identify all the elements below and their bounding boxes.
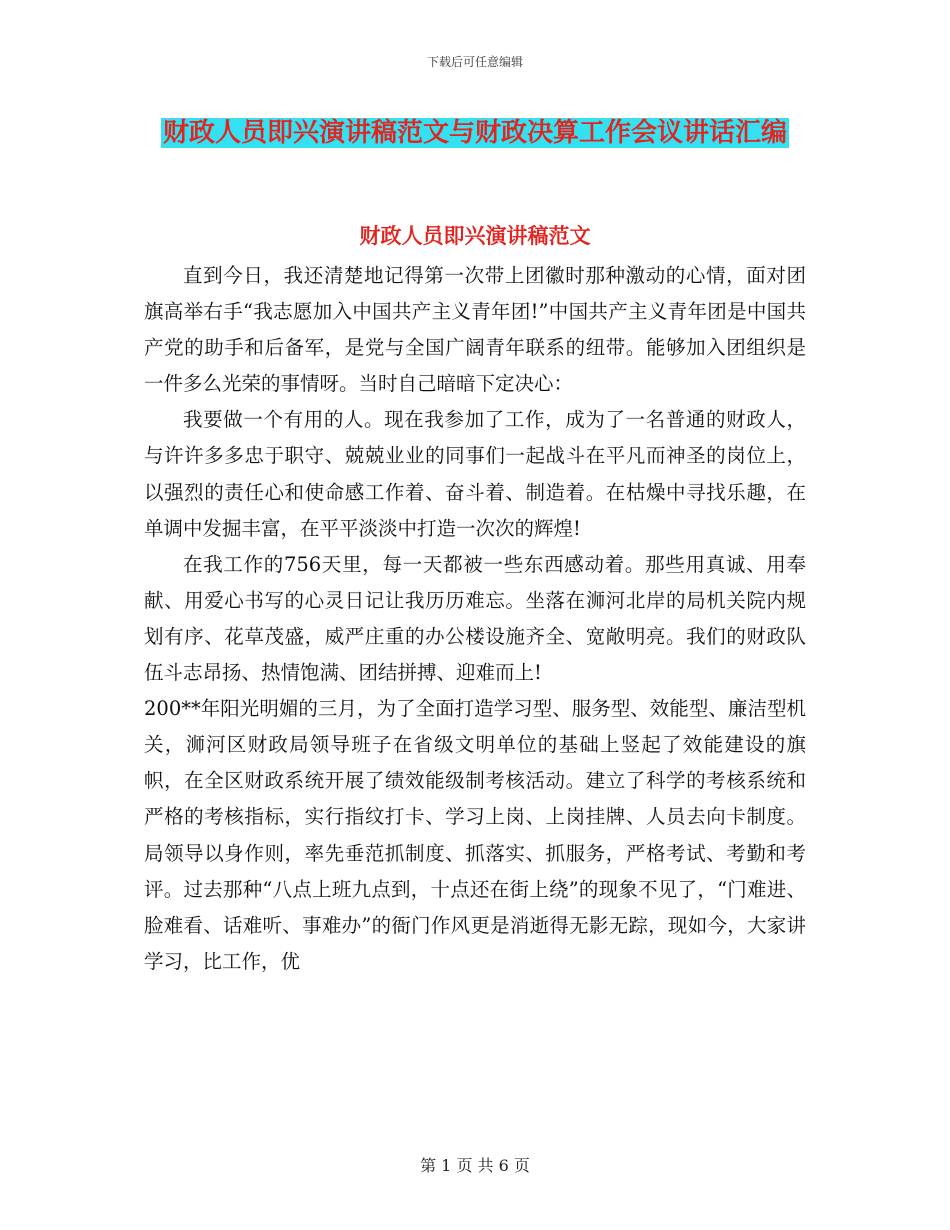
paragraph-4: 200**年阳光明媚的三月，为了全面打造学习型、服务型、效能型、廉洁型机关，浉河区财政局领导班子在省级文明单位的基础上竖起了效能建设的旗帜，在全区财政系统开展了绩效能级制考核活动。建立了科学的考核系统和严格的考核指标，实行指纹打卡、学习上岗、上岗挂牌、人员去向卡制度。局领导以身作则，率先垂范抓制度、抓落实、抓服务，严格考试、考勤和考评。过去那种“八点上班九点到，十点还在街上绕”的现象不见了，“门难进、脸难看、话难听、事难办”的衙门作风更是消逝得无影无踪，现如今，大家讲学习，比工作，优: [144, 697, 806, 973]
paragraph-3: 在我工作的756天里，每一天都被一些东西感动着。那些用真诚、用奉献、用爱心书写的心灵日记让我历历难忘。坐落在浉河北岸的局机关院内规划有序、花草茂盛，威严庄重的办公楼设施齐全、宽敞明亮。我们的财政队伍斗志昂扬、热情饱满、团结拼搏、迎难而上!: [144, 552, 806, 685]
paragraph-1: 直到今日，我还清楚地记得第一次带上团徽时那种激动的心情，面对团旗高举右手“我志愿加入中国共产主义青年团!”中国共产主义青年团是中国共产党的助手和后备军，是党与全国广阔青年联系的纽带。能够加入团组织是一件多么光荣的事情呀。当时自己暗暗下定决心：: [144, 264, 806, 396]
section-title: 财政人员即兴演讲稿范文: [359, 223, 591, 248]
paragraph-2: 我要做一个有用的人。现在我参加了工作，成为了一名普通的财政人，与许许多多忠于职守、兢兢业业的同事们一起战斗在平凡而神圣的岗位上，以强烈的责任心和使命感工作着、奋斗着、制造着。在枯燥中寻找乐趣，在单调中发掘丰富，在平平淡淡中打造一次次的辉煌!: [144, 408, 806, 540]
page-footer: 第 1 页 共 6 页: [420, 1156, 530, 1175]
document-title: [150, 110, 800, 156]
header-note: 下载后可任意编辑: [426, 55, 523, 69]
document-title-text: 财政人员即兴演讲稿范文与财政决算工作会议讲话汇编: [162, 118, 787, 148]
document-body: [144, 258, 806, 980]
